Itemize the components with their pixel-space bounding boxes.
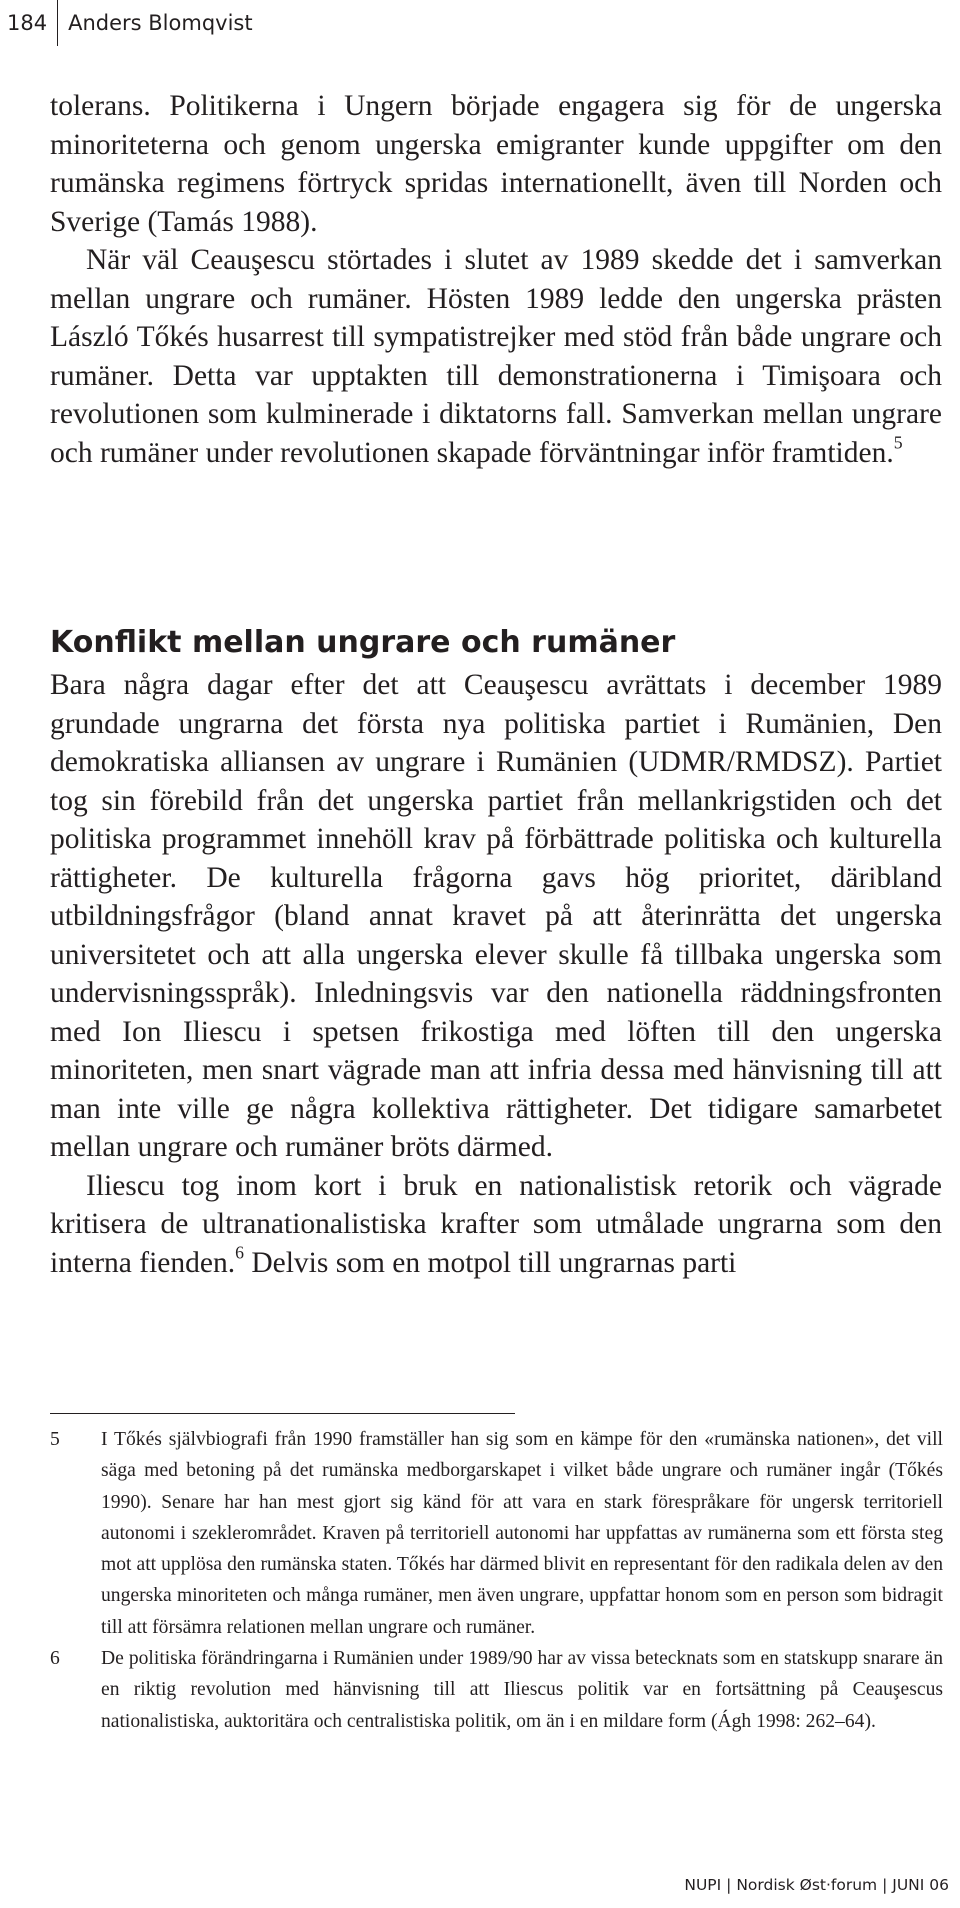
paragraph-text: Delvis som en motpol till ungrarnas parti bbox=[243, 1246, 737, 1279]
running-header-author: Anders Blomqvist bbox=[68, 11, 253, 35]
paragraph-text: Iliescu tog inom kort i bruk en nationalistisk retorik och vägrade kritisera de ultranationalistiska krafter som utmålade ungrarna som den interna fienden. bbox=[50, 1169, 942, 1279]
footer-issue: JUNI 06 bbox=[892, 1876, 949, 1894]
paragraph-text: Bara några dagar efter det att Ceauşescu avrättats i december 1989 grundade ungrarna det första nya politiska partiet i Rumänien, Den demokratiska alliansen av ungrare i Rumänien (UDMR/RMDSZ). Partiet tog sin förebild från det ungerska partiet från mellankrigstiden och det politiska programmet innehöll krav på förbättrade politiska och kulturella rättigheter. De kulturella frågorna gavs hög prioritet, däribland utbildningsfrågor (bland annat kravet på att återinrätta det ungerska universitetet och att alla ungerska elever skulle få tillbaka ungerska som undervisningsspråk). Inledningsvis var den nationella räddningsfronten med Ion Iliescu i spetsen frikostiga med löften till den ungerska minoriteten, men snart vägrade man att infria dessa med hänvisning till att man inte ville ge några kollektiva rättigheter. Det tidigare samarbetet mellan ungrare och rumäner bröts därmed. bbox=[50, 669, 942, 1163]
footnote-ref[interactable]: 5 bbox=[893, 432, 903, 453]
footnote-text: De politiska förändringarna i Rumänien under 1989/90 har av vissa betecknats som en statskupp snarare än en riktig revolution med hänvisning till att Iliescus politik var en fortsättning på Ceauşescus nationalistiska, auktoritära och centralistiska politik, om än i en mildare form (Ágh 1998: 262–64). bbox=[101, 1648, 943, 1732]
intro-text bbox=[50, 87, 942, 472]
page-number: 184 bbox=[7, 11, 48, 35]
footnotes bbox=[50, 1424, 943, 1737]
footnote-number: 6 bbox=[50, 1648, 60, 1670]
running-footer bbox=[684, 1874, 949, 1896]
footnote bbox=[50, 1424, 943, 1643]
running-header bbox=[7, 0, 253, 46]
footer-publisher: NUPI bbox=[684, 1876, 722, 1894]
footnote-ref[interactable]: 6 bbox=[235, 1242, 244, 1263]
paragraph bbox=[50, 1167, 942, 1283]
footer-separator: | bbox=[726, 1876, 732, 1894]
footnote-rule bbox=[50, 1413, 515, 1414]
footer-journal: Nordisk Øst·forum bbox=[736, 1876, 878, 1894]
footnote-text: I Tőkés självbiografi från 1990 framställer han sig som en kämpe för den «rumänska nationen», det vill säga med betoning på det rumänska medborgarskapet i vilket både ungrare och rumäner ingår (Tőkés 1990). Senare har han mest gjort sig känd för att vara en stark förespråkare för ungersk territoriell autonomi i szeklerområdet. Kraven på territoriell autonomi har uppfattas av rumänerna som ett första steg mot att upplösa den rumänska staten. Tőkés har därmed blivit en representant för den radikala delen av den ungerska minoriteten och många rumäner, men även ungrare, uppfattar honom som en person som bidragit till att försämra relationen mellan ungrare och rumäner. bbox=[101, 1429, 943, 1638]
section-heading: Konflikt mellan ungrare och rumäner bbox=[50, 625, 676, 660]
paragraph bbox=[50, 241, 942, 472]
paragraph bbox=[50, 666, 942, 1167]
header-divider bbox=[57, 0, 58, 46]
paragraph bbox=[50, 87, 942, 241]
footer-separator: | bbox=[882, 1876, 888, 1894]
footnote-number: 5 bbox=[50, 1429, 60, 1450]
paragraph-text: tolerans. Politikerna i Ungern började engagera sig för de ungerska minoriteterna och genom ungerska emigranter kunde uppgifter om den rumänska regimens förtryck spridas internationellt, även till Norden och Sverige (Tamás 1988). bbox=[50, 90, 942, 238]
footnote bbox=[50, 1643, 943, 1737]
section-text bbox=[50, 666, 942, 1282]
paragraph-text: När väl Ceauşescu störtades i slutet av 1989 skedde det i samverkan mellan ungrare och rumäner. Hösten 1989 ledde den ungerska prästen László Tőkés husarrest till sympatistrejker med stöd från både ungrare och rumäner. Detta var upptakten till demonstrationerna i Timişoara och revolutionen som kulminerade i diktatorns fall. Samverkan mellan ungrare och rumäner under revolutionen skapade förväntningar inför framtiden. bbox=[50, 244, 942, 469]
